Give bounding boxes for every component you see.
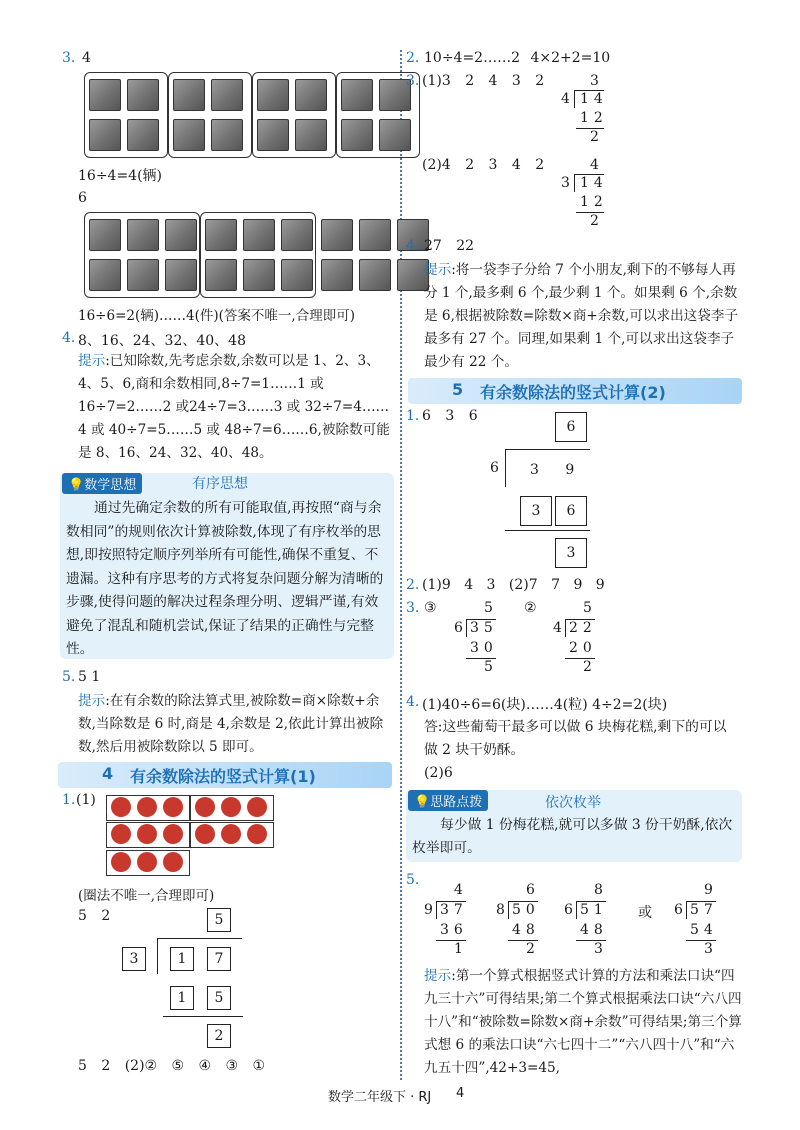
- cardboard-box-icon: [173, 79, 205, 111]
- divisor: 9: [424, 902, 433, 918]
- hint-text: :将一袋李子分给 7 个小朋友,剩下的不够每人再分 1 个,最多剩 6 个,最少剩 1 个。如果剩 6 个,余数是 6,根据被除数=除数×商+余数,可以求出这袋李子最多有 27 个。同理,如果剩 1 个,可以求出这袋李子最少有 22 个。: [424, 262, 739, 370]
- answer-text: (2)4 2 3 4 2: [422, 157, 545, 173]
- hint-text: :在有余数的除法算式里,被除数=商×除数+余数,当除数是 6 时,商是 4,余数是 2,依此计算出被除数,然后用被除数除以 5 即可。: [78, 693, 384, 755]
- answer-box: 6: [555, 496, 587, 526]
- cardboard-box-icon: [257, 119, 289, 151]
- question-number: 4.: [406, 694, 420, 710]
- question-number: 3.: [62, 50, 76, 66]
- answer-text: 5 1: [78, 669, 101, 685]
- section-header-5: [408, 378, 742, 404]
- division-bracket: [574, 90, 575, 108]
- dividend: 14: [580, 175, 608, 191]
- hint-paragraph: [424, 965, 742, 1080]
- answer-text: 6: [78, 190, 87, 206]
- question-number: 2.: [406, 577, 420, 593]
- apple-icon: [221, 797, 241, 817]
- apple-icon: [111, 824, 131, 844]
- remainder: 3: [704, 941, 713, 957]
- cardboard-box-icon: [321, 219, 353, 251]
- question-number: 4.: [62, 330, 76, 346]
- section-title: 有余数除法的竖式计算(1): [130, 767, 316, 786]
- division-bar: [157, 938, 242, 939]
- answer-box: 6: [555, 412, 587, 442]
- apple-icon: [247, 824, 267, 844]
- dividend: 51: [580, 902, 608, 918]
- answer-box: 3: [122, 947, 146, 971]
- apple-icon: [111, 797, 131, 817]
- remainder: 2: [590, 213, 599, 229]
- cardboard-box-icon: [89, 119, 121, 151]
- answer-box: 2: [207, 1024, 231, 1048]
- answer-text: 4: [82, 50, 91, 66]
- cardboard-box-icon: [89, 259, 121, 291]
- bulb-icon: 💡: [414, 795, 431, 810]
- answer-box: 1: [170, 986, 194, 1010]
- question-number: 5.: [406, 872, 420, 888]
- note-text: (圈法不唯一,合理即可): [78, 888, 215, 904]
- cardboard-box-icon: [281, 259, 313, 291]
- section-header-4: [58, 762, 392, 788]
- apple-icon: [195, 824, 215, 844]
- question-number: 1.: [406, 408, 420, 424]
- cardboard-box-icon: [243, 219, 275, 251]
- division-bracket: [686, 901, 687, 919]
- dividend: 22: [569, 620, 597, 636]
- apple-icon: [137, 797, 157, 817]
- division-bracket: [565, 619, 566, 637]
- quotient: 8: [594, 882, 603, 898]
- product: 48: [580, 922, 608, 938]
- quotient: 3: [590, 73, 599, 89]
- part-label: (1): [76, 792, 96, 808]
- remainder: 5: [484, 659, 493, 675]
- remainder: 2: [590, 129, 599, 145]
- apple-icon: [163, 824, 183, 844]
- footer-text: 数学二年级下 · RJ: [328, 1090, 432, 1105]
- question-number: 2.: [406, 50, 420, 66]
- apple-icon: [137, 852, 157, 872]
- cardboard-box-icon: [281, 219, 313, 251]
- cardboard-box-icon: [89, 219, 121, 251]
- cardboard-box-icon: [173, 119, 205, 151]
- cardboard-box-icon: [295, 119, 327, 151]
- cardboard-box-icon: [211, 79, 243, 111]
- apple-icon: [221, 824, 241, 844]
- cardboard-box-icon: [359, 259, 391, 291]
- quotient: 4: [590, 157, 599, 173]
- division-bracket: [576, 901, 577, 919]
- section-number: 5: [452, 380, 464, 399]
- tag-label: 数学思想: [84, 478, 137, 493]
- product: 12: [580, 194, 608, 210]
- divisor: 6: [564, 902, 573, 918]
- remainder: 1: [454, 941, 463, 957]
- division-bracket: [574, 174, 575, 192]
- cardboard-box-icon: [127, 119, 159, 151]
- cardboard-box-icon: [257, 79, 289, 111]
- equation: (1)40÷6=6(块)……4(粒) 4÷2=2(块): [422, 697, 668, 713]
- product: 30: [470, 640, 498, 656]
- apple-icon: [163, 797, 183, 817]
- question-number: 1.: [62, 792, 76, 808]
- apple-icon: [163, 852, 183, 872]
- division-bar: [505, 449, 590, 450]
- hint-label: 提示: [424, 968, 452, 984]
- apple-icon: [247, 797, 267, 817]
- product: 20: [569, 640, 597, 656]
- answer-sentence: 答:这些葡萄干最多可以做 6 块梅花糕,剩下的可以做 2 块干奶酥。: [424, 719, 727, 758]
- product: 48: [512, 922, 540, 938]
- answer-text: 5 2 (2)② ⑤ ④ ③ ①: [78, 1058, 266, 1074]
- idea-title: 依次枚举: [545, 795, 601, 811]
- cardboard-box-icon: [165, 219, 197, 251]
- cardboard-box-icon: [127, 259, 159, 291]
- division-bracket: [157, 938, 158, 974]
- product: 36: [440, 922, 468, 938]
- divisor: 3: [561, 175, 570, 191]
- hint-paragraph: [424, 259, 742, 374]
- apple-icon: [195, 797, 215, 817]
- answer-box: 1: [170, 947, 194, 971]
- choice-mark: ②: [524, 600, 537, 616]
- cardboard-box-icon: [205, 219, 237, 251]
- dividend: 50: [512, 902, 540, 918]
- quotient: 9: [704, 882, 713, 898]
- divisor: 4: [561, 91, 570, 107]
- tag-label: 思路点拨: [430, 795, 483, 810]
- cardboard-box-icon: [295, 79, 327, 111]
- answer-box: 3: [520, 496, 552, 526]
- answer-box: 7: [207, 947, 231, 971]
- divisor: 6: [674, 902, 683, 918]
- section-title: 有余数除法的竖式计算(2): [480, 383, 666, 402]
- division-bracket: [508, 901, 509, 919]
- question-number: 3.: [406, 600, 420, 616]
- idea-tag: [408, 790, 488, 811]
- cardboard-box-icon: [243, 259, 275, 291]
- hint-paragraph: [78, 690, 394, 759]
- cardboard-box-icon: [165, 259, 197, 291]
- math-thinking-tag: [62, 473, 142, 494]
- apple-icon: [111, 852, 131, 872]
- bulb-icon: 💡: [68, 478, 85, 493]
- or-text: 或: [638, 905, 652, 921]
- question-number: 5.: [62, 669, 76, 685]
- quotient: 4: [454, 882, 463, 898]
- question-number: 3.: [406, 73, 420, 89]
- answer-text: 5 2: [78, 908, 111, 924]
- remainder: 2: [583, 659, 592, 675]
- dividend: 3 9: [530, 462, 575, 478]
- question-number: 4.: [406, 238, 420, 254]
- divisor: 6: [490, 460, 499, 476]
- quotient: 5: [484, 600, 493, 616]
- answer-text: (1)9 4 3 (2)7 7 9 9: [422, 577, 605, 593]
- cardboard-box-icon: [127, 79, 159, 111]
- division-line: [163, 1016, 243, 1017]
- dividend: 57: [690, 902, 718, 918]
- hint-text: :第一个算式根据竖式计算的方法和乘法口诀“四九三十六”可得结果;第二个算式根据乘法口诀“六八四十八”和“被除数=除数×商+余数”可得结果;第三个算式想 6 的乘法口诀“六七四十二”“六八四十八”和“六九五十四”,42+3=45,: [424, 968, 742, 1076]
- divisor: 8: [496, 902, 505, 918]
- division-bracket: [436, 901, 437, 919]
- cardboard-box-icon: [321, 259, 353, 291]
- page-number: 4: [456, 1086, 465, 1101]
- divisor: 4: [553, 620, 562, 636]
- answer-text: 27 22: [424, 238, 475, 254]
- hint-label: 提示: [424, 262, 452, 278]
- cardboard-box-icon: [127, 219, 159, 251]
- answer-box: 5: [207, 986, 231, 1010]
- remainder: 3: [594, 941, 603, 957]
- section-number: 4: [102, 764, 114, 783]
- product: 12: [580, 110, 608, 126]
- product: 54: [690, 922, 718, 938]
- answer-text: 6 3 6: [422, 408, 478, 424]
- hint-text: :已知除数,先考虑余数,余数可以是 1、2、3、4、5、6,商和余数相同,8÷7=1……1 或 16÷7=2……2 或24÷7=3……3 或 32÷7=4……4 或 40÷7=5……5 或 48÷7=6……6,被除数可能是 8、16、24、32、40、48。: [78, 353, 390, 461]
- math-thinking-title: 有序思想: [192, 476, 248, 492]
- column-divider: [400, 50, 402, 1080]
- answer-box: 3: [555, 538, 587, 568]
- answer-text: (2)6: [424, 765, 453, 781]
- math-thinking-text: 通过先确定余数的所有可能取值,再按照“商与余数相同”的规则依次计算被除数,体现了有序枚举的思想,即按照特定顺序列举所有可能性,确保不重复、不遗漏。这种有序思考的方式将复杂问题分解为清晰的步骤,使得问题的解决过程条理分明、逻辑严谨,有效避免了混乱和随机尝试,保证了结果的正确性与完整性。: [66, 500, 384, 657]
- hint-label: 提示: [78, 353, 106, 369]
- quotient: 6: [526, 882, 535, 898]
- quotient: 5: [583, 600, 592, 616]
- hint-label: 提示: [78, 693, 106, 709]
- equation: 16÷6=2(辆)……4(件)(答案不唯一,合理即可): [78, 308, 355, 324]
- cardboard-box-icon: [89, 79, 121, 111]
- division-bracket: [466, 619, 467, 637]
- cardboard-box-icon: [211, 119, 243, 151]
- dividend: 35: [470, 620, 498, 636]
- dividend: 37: [440, 902, 468, 918]
- cardboard-box-icon: [341, 79, 373, 111]
- remainder: 2: [526, 941, 535, 957]
- answer-text: 8、16、24、32、40、48: [78, 333, 246, 349]
- apple-icon: [137, 824, 157, 844]
- division-line: [505, 530, 590, 531]
- division-bracket: [505, 449, 506, 487]
- equation: 10÷4=2……2 4×2+2=10: [424, 50, 611, 66]
- equation: 16÷4=4(辆): [78, 168, 163, 184]
- idea-text: 每少做 1 份梅花糕,就可以多做 3 份干奶酥,依次枚举即可。: [412, 817, 733, 856]
- choice-mark: ③: [424, 600, 437, 616]
- divisor: 6: [454, 620, 463, 636]
- answer-text: (1)3 2 4 3 2: [422, 73, 545, 89]
- answer-box: 5: [207, 908, 231, 932]
- cardboard-box-icon: [359, 219, 391, 251]
- cardboard-box-icon: [341, 119, 373, 151]
- dividend: 14: [580, 91, 608, 107]
- hint-paragraph: [78, 350, 394, 465]
- cardboard-box-icon: [379, 119, 411, 151]
- cardboard-box-icon: [205, 259, 237, 291]
